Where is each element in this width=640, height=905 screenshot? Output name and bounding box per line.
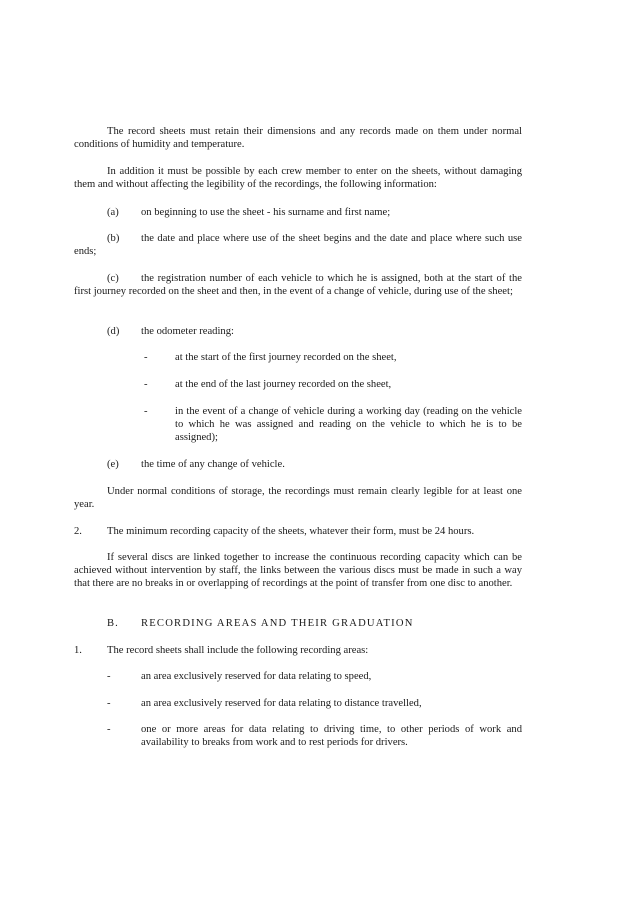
point-2-number: 2. [74, 526, 82, 537]
item-label-b: (b) [107, 233, 120, 244]
odometer-item-1: at the start of the first journey recorded on the sheet, [175, 352, 397, 363]
section-b-heading: RECORDING AREAS AND THEIR GRADUATION [141, 618, 414, 629]
item-text-b: the date and place where use of the sheet begins and the date and place where such use ends; [74, 233, 522, 257]
odometer-item-2: at the end of the last journey recorded on the sheet, [175, 379, 392, 390]
item-text-c: the registration number of each vehicle to which he is assigned, both at the start of the first journey recorded on the sheet and then, in the event of a change of vehicle, during use of the sheet; [74, 273, 522, 297]
paragraph-crew-entries: In addition it must be possible by each crew member to enter on the sheets, without damaging them and without affecting the legibility of the recordings, the following information: [74, 166, 522, 190]
point-1-number: 1. [74, 645, 82, 656]
paragraph-dimensions: The record sheets must retain their dimensions and any records made on them under normal conditions of humidity and temperature. [74, 126, 522, 150]
paragraph-discs: If several discs are linked together to increase the continuous recording capacity which can be achieved without intervention by staff, the links between the various discs must be made in such a way that there are no breaks in or overlapping of recordings at the point of transfer from one disc to another. [74, 552, 522, 589]
paragraph-storage: Under normal conditions of storage, the recordings must remain clearly legible for at least one year. [74, 486, 522, 510]
area-dash-3: - [107, 724, 111, 735]
item-text-e: the time of any change of vehicle. [141, 459, 285, 470]
item-label-d: (d) [107, 326, 120, 337]
item-text-a: on beginning to use the sheet - his surname and first name; [141, 207, 391, 218]
odometer-item-3: in the event of a change of vehicle during a working day (reading on the vehicle to which he was assigned and reading on the vehicle to which he is to be assigned); [175, 406, 522, 443]
item-label-c: (c) [107, 273, 119, 284]
item-label-a: (a) [107, 207, 119, 218]
odometer-dash-3: - [144, 406, 148, 417]
item-label-e: (e) [107, 459, 119, 470]
area-item-distance: an area exclusively reserved for data relating to distance travelled, [141, 698, 422, 709]
area-dash-2: - [107, 698, 111, 709]
odometer-dash-2: - [144, 379, 148, 390]
area-dash-1: - [107, 671, 111, 682]
area-item-speed: an area exclusively reserved for data relating to speed, [141, 671, 372, 682]
odometer-dash-1: - [144, 352, 148, 363]
point-1-text: The record sheets shall include the following recording areas: [107, 645, 369, 656]
item-text-d: the odometer reading: [141, 326, 234, 337]
area-item-driving-time: one or more areas for data relating to driving time, to other periods of work and availability to breaks from work and to rest periods for drivers. [141, 724, 522, 748]
point-2-text: The minimum recording capacity of the sheets, whatever their form, must be 24 hours. [107, 526, 475, 537]
section-b-letter: B. [107, 618, 119, 629]
